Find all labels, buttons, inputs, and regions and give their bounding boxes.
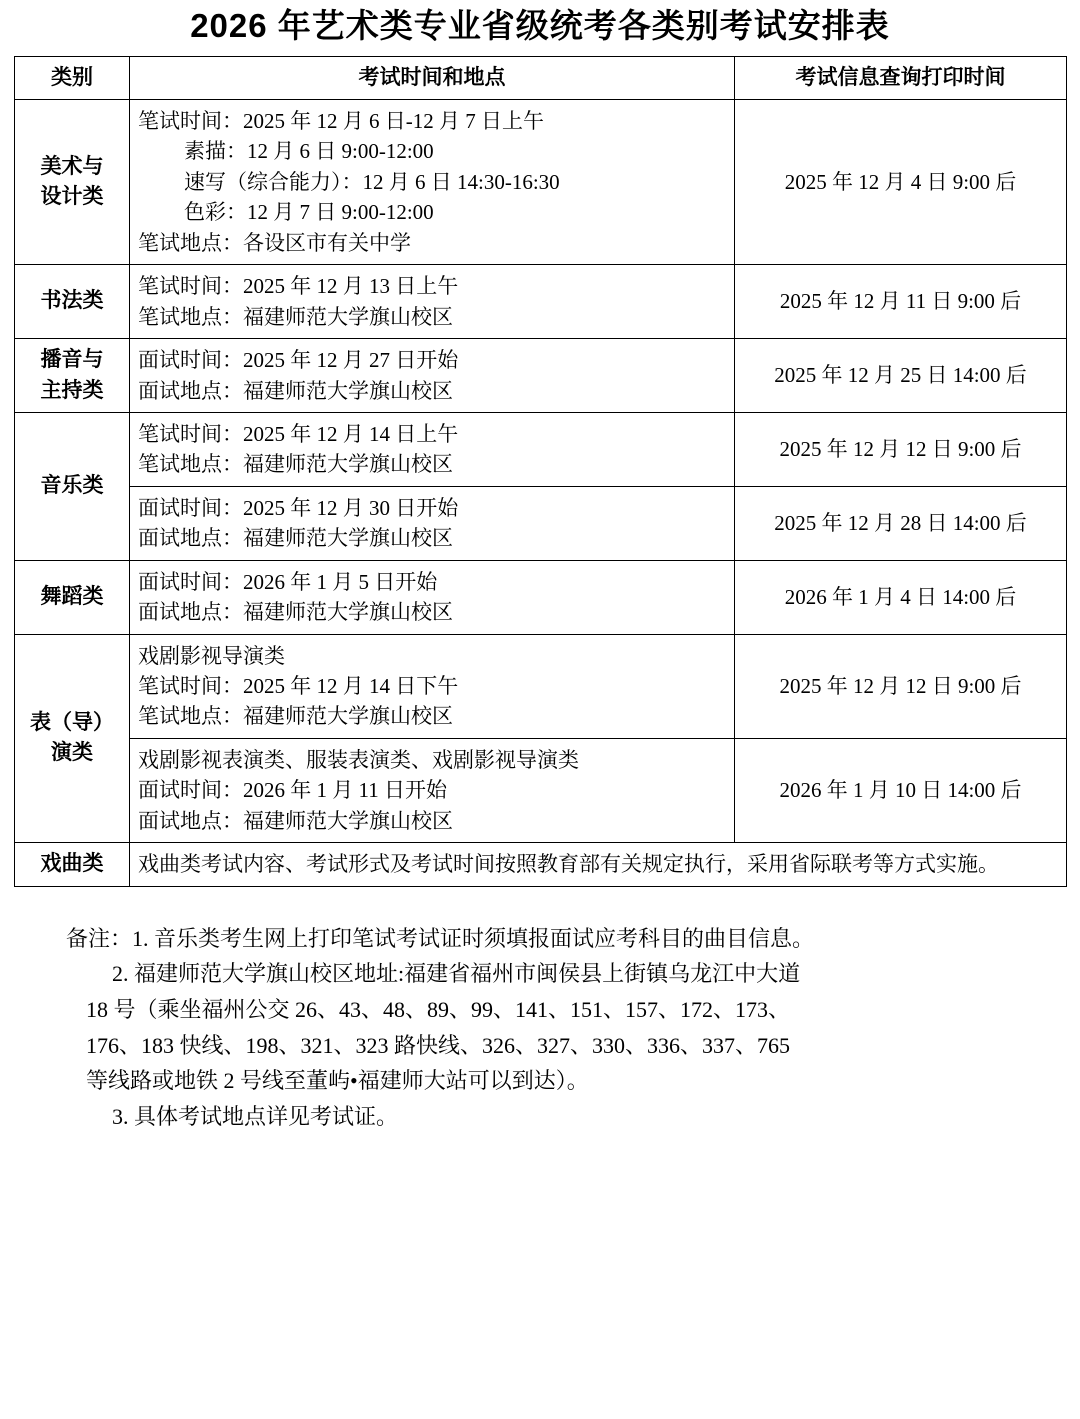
category-traditional-opera: 戏曲类 (15, 843, 130, 886)
exam-schedule-table (14, 56, 1067, 887)
detail-music-interview (130, 486, 735, 560)
category-broadcasting-hosting: 播音与 主持类 (15, 339, 130, 413)
category-calligraphy: 书法类 (15, 265, 130, 339)
table-row (15, 843, 1067, 886)
detail-line: 速写（综合能力）：12 月 6 日 14:30-16:30 (184, 169, 560, 194)
category-acting-directing: 表（导） 演类 (15, 634, 130, 843)
detail-line: 笔试时间：2025 年 12 月 6 日-12 月 7 日上午 (138, 109, 544, 134)
note-item-2-line-2: 18 号（乘坐福州公交 26、43、48、89、99、141、151、157、172、173、 (86, 996, 791, 1022)
notes-label: 备注： (66, 925, 133, 951)
detail-line: 戏剧影视表演类、服装表演类、戏剧影视导演类 (138, 747, 579, 772)
column-header-time-place: 考试时间和地点 (130, 56, 735, 99)
detail-line: 素描：12 月 6 日 9:00-12:00 (184, 139, 434, 164)
detail-line: 笔试时间：2025 年 12 月 13 日上午 (138, 274, 459, 299)
detail-dance (130, 560, 735, 634)
detail-line: 色彩：12 月 7 日 9:00-12:00 (184, 200, 434, 225)
print-time-dance: 2026 年 1 月 4 日 14:00 后 (735, 560, 1067, 634)
detail-music-written (130, 412, 735, 486)
note-item-3: 3. 具体考试地点详见考试证。 (112, 1103, 399, 1129)
note-item-2-line-1: 2. 福建师范大学旗山校区地址:福建省福州市闽侯县上街镇乌龙江中大道 (112, 961, 801, 987)
page-title: 2026 年艺术类专业省级统考各类别考试安排表 (190, 7, 890, 44)
detail-line: 面试时间：2025 年 12 月 27 日开始 (138, 348, 459, 373)
detail-line: 笔试地点：福建师范大学旗山校区 (138, 704, 453, 729)
category-dance: 舞蹈类 (15, 560, 130, 634)
detail-line: 笔试地点：各设区市有关中学 (138, 230, 411, 255)
document-page (0, 6, 1080, 1144)
note-1-text: 1. 音乐类考生网上打印笔试考试证时须填报面试应考科目的曲目信息。 (132, 925, 815, 951)
detail-acting-directing-written (130, 634, 735, 738)
detail-line: 面试地点：福建师范大学旗山校区 (138, 526, 453, 551)
detail-line: 笔试地点：福建师范大学旗山校区 (138, 452, 453, 477)
detail-calligraphy (130, 265, 735, 339)
print-time-acting-directing-written: 2025 年 12 月 12 日 9:00 后 (735, 634, 1067, 738)
detail-line: 面试地点：福建师范大学旗山校区 (138, 808, 453, 833)
detail-line: 面试地点：福建师范大学旗山校区 (138, 378, 453, 403)
note-item-2-line-4: 等线路或地铁 2 号线至董屿•福建师大站可以到达）。 (86, 1068, 589, 1094)
detail-traditional-opera: 戏曲类考试内容、考试形式及考试时间按照教育部有关规定执行，采用省际联考等方式实施。 (130, 843, 1067, 886)
table-row (15, 634, 1067, 738)
print-time-music-interview: 2025 年 12 月 28 日 14:00 后 (735, 486, 1067, 560)
detail-fine-arts-design (130, 100, 735, 265)
detail-line: 笔试地点：福建师范大学旗山校区 (138, 304, 453, 329)
category-music: 音乐类 (15, 412, 130, 560)
detail-broadcasting-hosting (130, 339, 735, 413)
category-fine-arts-design: 美术与 设计类 (15, 100, 130, 265)
detail-line: 戏剧影视导演类 (138, 643, 285, 668)
print-time-broadcasting-hosting: 2025 年 12 月 25 日 14:00 后 (735, 339, 1067, 413)
table-row (15, 738, 1067, 842)
note-item-2-line-3: 176、183 快线、198、321、323 路快线、326、327、330、336、337、765 (86, 1032, 791, 1058)
print-time-calligraphy: 2025 年 12 月 11 日 9:00 后 (735, 265, 1067, 339)
detail-line: 面试时间：2026 年 1 月 5 日开始 (138, 569, 438, 594)
table-header-row (15, 56, 1067, 99)
table-row (15, 100, 1067, 265)
print-time-acting-directing-interview: 2026 年 1 月 10 日 14:00 后 (735, 738, 1067, 842)
detail-line: 笔试时间：2025 年 12 月 14 日下午 (138, 674, 459, 699)
column-header-category: 类别 (15, 56, 130, 99)
detail-line: 面试时间：2025 年 12 月 30 日开始 (138, 495, 459, 520)
detail-line: 面试时间：2026 年 1 月 11 日开始 (138, 778, 447, 803)
print-time-music-written: 2025 年 12 月 12 日 9:00 后 (735, 412, 1067, 486)
table-row (15, 560, 1067, 634)
notes-section (14, 921, 1066, 1135)
table-row (15, 486, 1067, 560)
note-item-1 (38, 921, 1050, 957)
detail-line: 笔试时间：2025 年 12 月 14 日上午 (138, 421, 459, 446)
detail-acting-directing-interview (130, 738, 735, 842)
table-row (15, 412, 1067, 486)
print-time-fine-arts-design: 2025 年 12 月 4 日 9:00 后 (735, 100, 1067, 265)
detail-line: 面试地点：福建师范大学旗山校区 (138, 600, 453, 625)
table-row (15, 339, 1067, 413)
column-header-print-time: 考试信息查询打印时间 (735, 56, 1067, 99)
table-row (15, 265, 1067, 339)
